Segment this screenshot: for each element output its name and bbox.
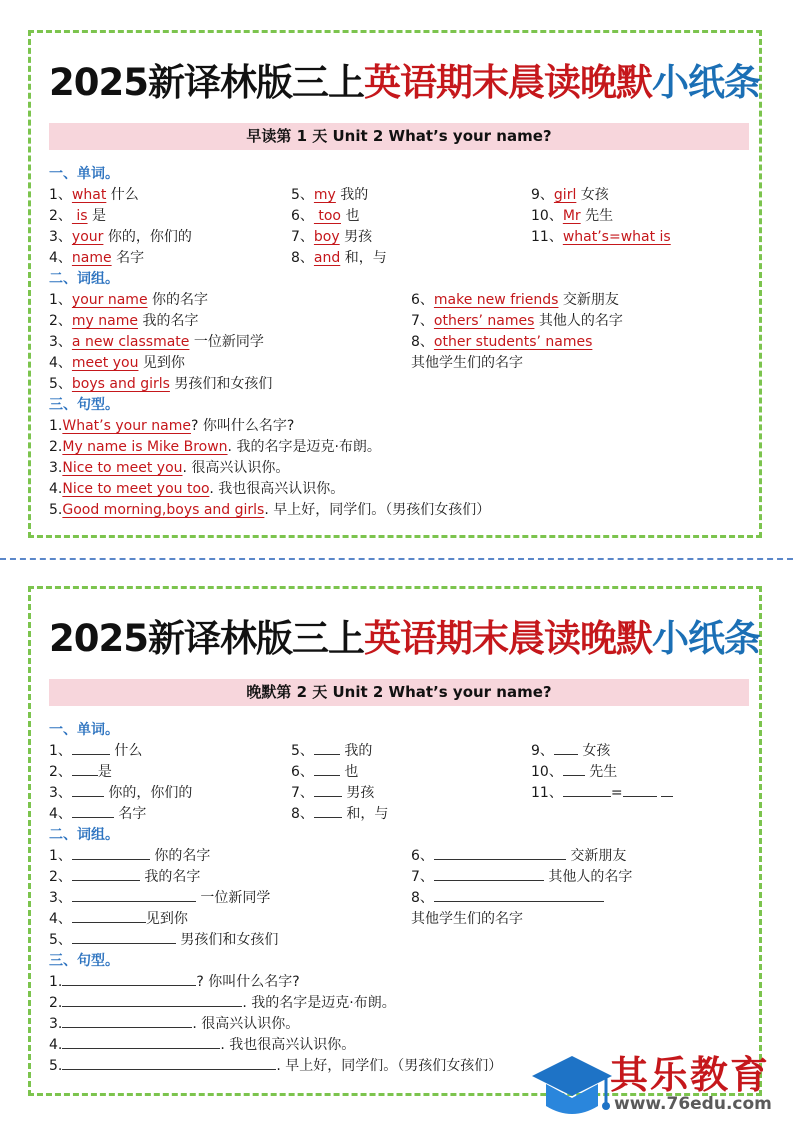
phrase-row xyxy=(49,311,749,332)
word-item: 9、girl 女孩 xyxy=(531,187,609,203)
phrase-row xyxy=(49,353,749,374)
word-blank-item[interactable]: 5、 我的 xyxy=(291,743,373,759)
sentence-item: 2.My name is Mike Brown. 我的名字是迈克·布朗。 xyxy=(49,439,381,455)
brand-name: 其乐教育 xyxy=(610,1053,771,1097)
word-blank-item[interactable]: 9、 女孩 xyxy=(531,743,611,759)
brand-url: www.76edu.com xyxy=(614,1094,772,1114)
word-item: 2、 is 是 xyxy=(49,208,107,224)
phrase-row xyxy=(49,867,749,888)
sentence-item: 1.What’s your name? 你叫什么名字? xyxy=(49,418,295,434)
word-blank-item[interactable]: 4、 名字 xyxy=(49,806,147,822)
phrase-item: 8、other students’ names xyxy=(411,334,593,350)
word-item: 4、name 名字 xyxy=(49,250,145,266)
evening-dictation-card xyxy=(28,586,762,1096)
word-blank-item[interactable]: 7、 男孩 xyxy=(291,785,375,801)
sentence-blank-item[interactable]: 5. . 早上好，同学们。（男孩们女孩们） xyxy=(49,1058,503,1074)
phrase-item: 5、boys and girls 男孩们和女孩们 xyxy=(49,376,273,392)
cut-line-divider xyxy=(0,558,793,560)
day-banner: 早读第 1 天 Unit 2 What’s your name? xyxy=(49,123,749,150)
word-item: 8、and 和，与 xyxy=(291,250,387,266)
word-blank-item[interactable]: 2、 是 xyxy=(49,764,112,780)
phrase-blank-item[interactable]: 2、 我的名字 xyxy=(49,869,201,885)
phrase-blank-item[interactable]: 3、 一位新同学 xyxy=(49,890,271,906)
word-blank-item[interactable]: 3、 你的，你们的 xyxy=(49,785,193,801)
word-item: 10、Mr 先生 xyxy=(531,208,614,224)
word-row xyxy=(49,248,749,269)
section-heading-sentences: 三、句型。 xyxy=(49,397,119,413)
word-row xyxy=(49,804,749,825)
phrase-blank-item[interactable]: 5、 男孩们和女孩们 xyxy=(49,932,279,948)
word-blank-item[interactable]: 8、 和，与 xyxy=(291,806,389,822)
word-row xyxy=(49,762,749,783)
word-item: 6、 too 也 xyxy=(291,208,360,224)
phrase-row xyxy=(49,846,749,867)
word-row xyxy=(49,185,749,206)
card-title: 2025新译林版三上英语期末晨读晚默小纸条 xyxy=(49,61,760,104)
card-title: 2025新译林版三上英语期末晨读晚默小纸条 xyxy=(49,617,760,660)
section-heading-sentences: 三、句型。 xyxy=(49,953,119,969)
word-row xyxy=(49,741,749,762)
phrase-blank-item[interactable]: 7、 其他人的名字 xyxy=(411,869,633,885)
section-heading-words: 一、单词。 xyxy=(49,722,119,738)
card-content xyxy=(49,164,749,521)
brand-logo xyxy=(528,1042,793,1122)
phrase-item: 4、meet you 见到你 xyxy=(49,355,185,371)
word-item: 11、what’s=what is xyxy=(531,229,671,245)
word-item: 7、boy 男孩 xyxy=(291,229,373,245)
phrase-row xyxy=(49,290,749,311)
sentence-item: 3.Nice to meet you. 很高兴认识你。 xyxy=(49,460,290,476)
word-item: 3、your 你的，你们的 xyxy=(49,229,192,245)
phrase-item: 3、a new classmate 一位新同学 xyxy=(49,334,264,350)
card-content xyxy=(49,720,749,1077)
word-row xyxy=(49,227,749,248)
phrase-blank-item[interactable]: 4、 见到你 xyxy=(49,911,188,927)
word-blank-item[interactable]: 11、 = xyxy=(531,783,673,804)
word-blank-item[interactable]: 6、 也 xyxy=(291,764,359,780)
section-heading-phrases: 二、词组。 xyxy=(49,827,119,843)
morning-reading-card xyxy=(28,30,762,538)
phrase-row xyxy=(49,909,749,930)
phrase-item: 1、your name 你的名字 xyxy=(49,292,209,308)
phrase-row xyxy=(49,374,749,395)
phrase-blank-item: 其他学生们的名字 xyxy=(411,911,523,927)
phrase-item: 7、others’ names 其他人的名字 xyxy=(411,313,623,329)
word-blank-item[interactable]: 1、 什么 xyxy=(49,743,143,759)
day-banner: 晚默第 2 天 Unit 2 What’s your name? xyxy=(49,679,749,706)
phrase-row xyxy=(49,888,749,909)
sentence-blank-item[interactable]: 2. . 我的名字是迈克·布朗。 xyxy=(49,995,396,1011)
phrase-blank-item[interactable]: 6、 交新朋友 xyxy=(411,848,627,864)
word-item: 5、my 我的 xyxy=(291,187,369,203)
word-blank-item[interactable]: 10、 先生 xyxy=(531,764,618,780)
phrase-item: 其他学生们的名字 xyxy=(411,355,523,371)
word-row xyxy=(49,206,749,227)
graduation-cap-icon xyxy=(528,1042,614,1122)
phrase-blank-item[interactable]: 1、 你的名字 xyxy=(49,848,211,864)
sentence-blank-item[interactable]: 3. . 很高兴认识你。 xyxy=(49,1016,300,1032)
phrase-row xyxy=(49,332,749,353)
phrase-item: 6、make new friends 交新朋友 xyxy=(411,292,619,308)
phrase-item: 2、my name 我的名字 xyxy=(49,313,199,329)
section-heading-phrases: 二、词组。 xyxy=(49,271,119,287)
phrase-blank-item[interactable]: 8、 xyxy=(411,888,604,909)
section-heading-words: 一、单词。 xyxy=(49,166,119,182)
sentence-item: 5.Good morning,boys and girls. 早上好，同学们。（男孩们女孩们） xyxy=(49,502,491,518)
phrase-row xyxy=(49,930,749,951)
sentence-blank-item[interactable]: 1. ? 你叫什么名字? xyxy=(49,974,300,990)
word-row xyxy=(49,783,749,804)
sentence-item: 4.Nice to meet you too. 我也很高兴认识你。 xyxy=(49,481,345,497)
sentence-blank-item[interactable]: 4. . 我也很高兴认识你。 xyxy=(49,1037,356,1053)
word-item: 1、what 什么 xyxy=(49,187,139,203)
